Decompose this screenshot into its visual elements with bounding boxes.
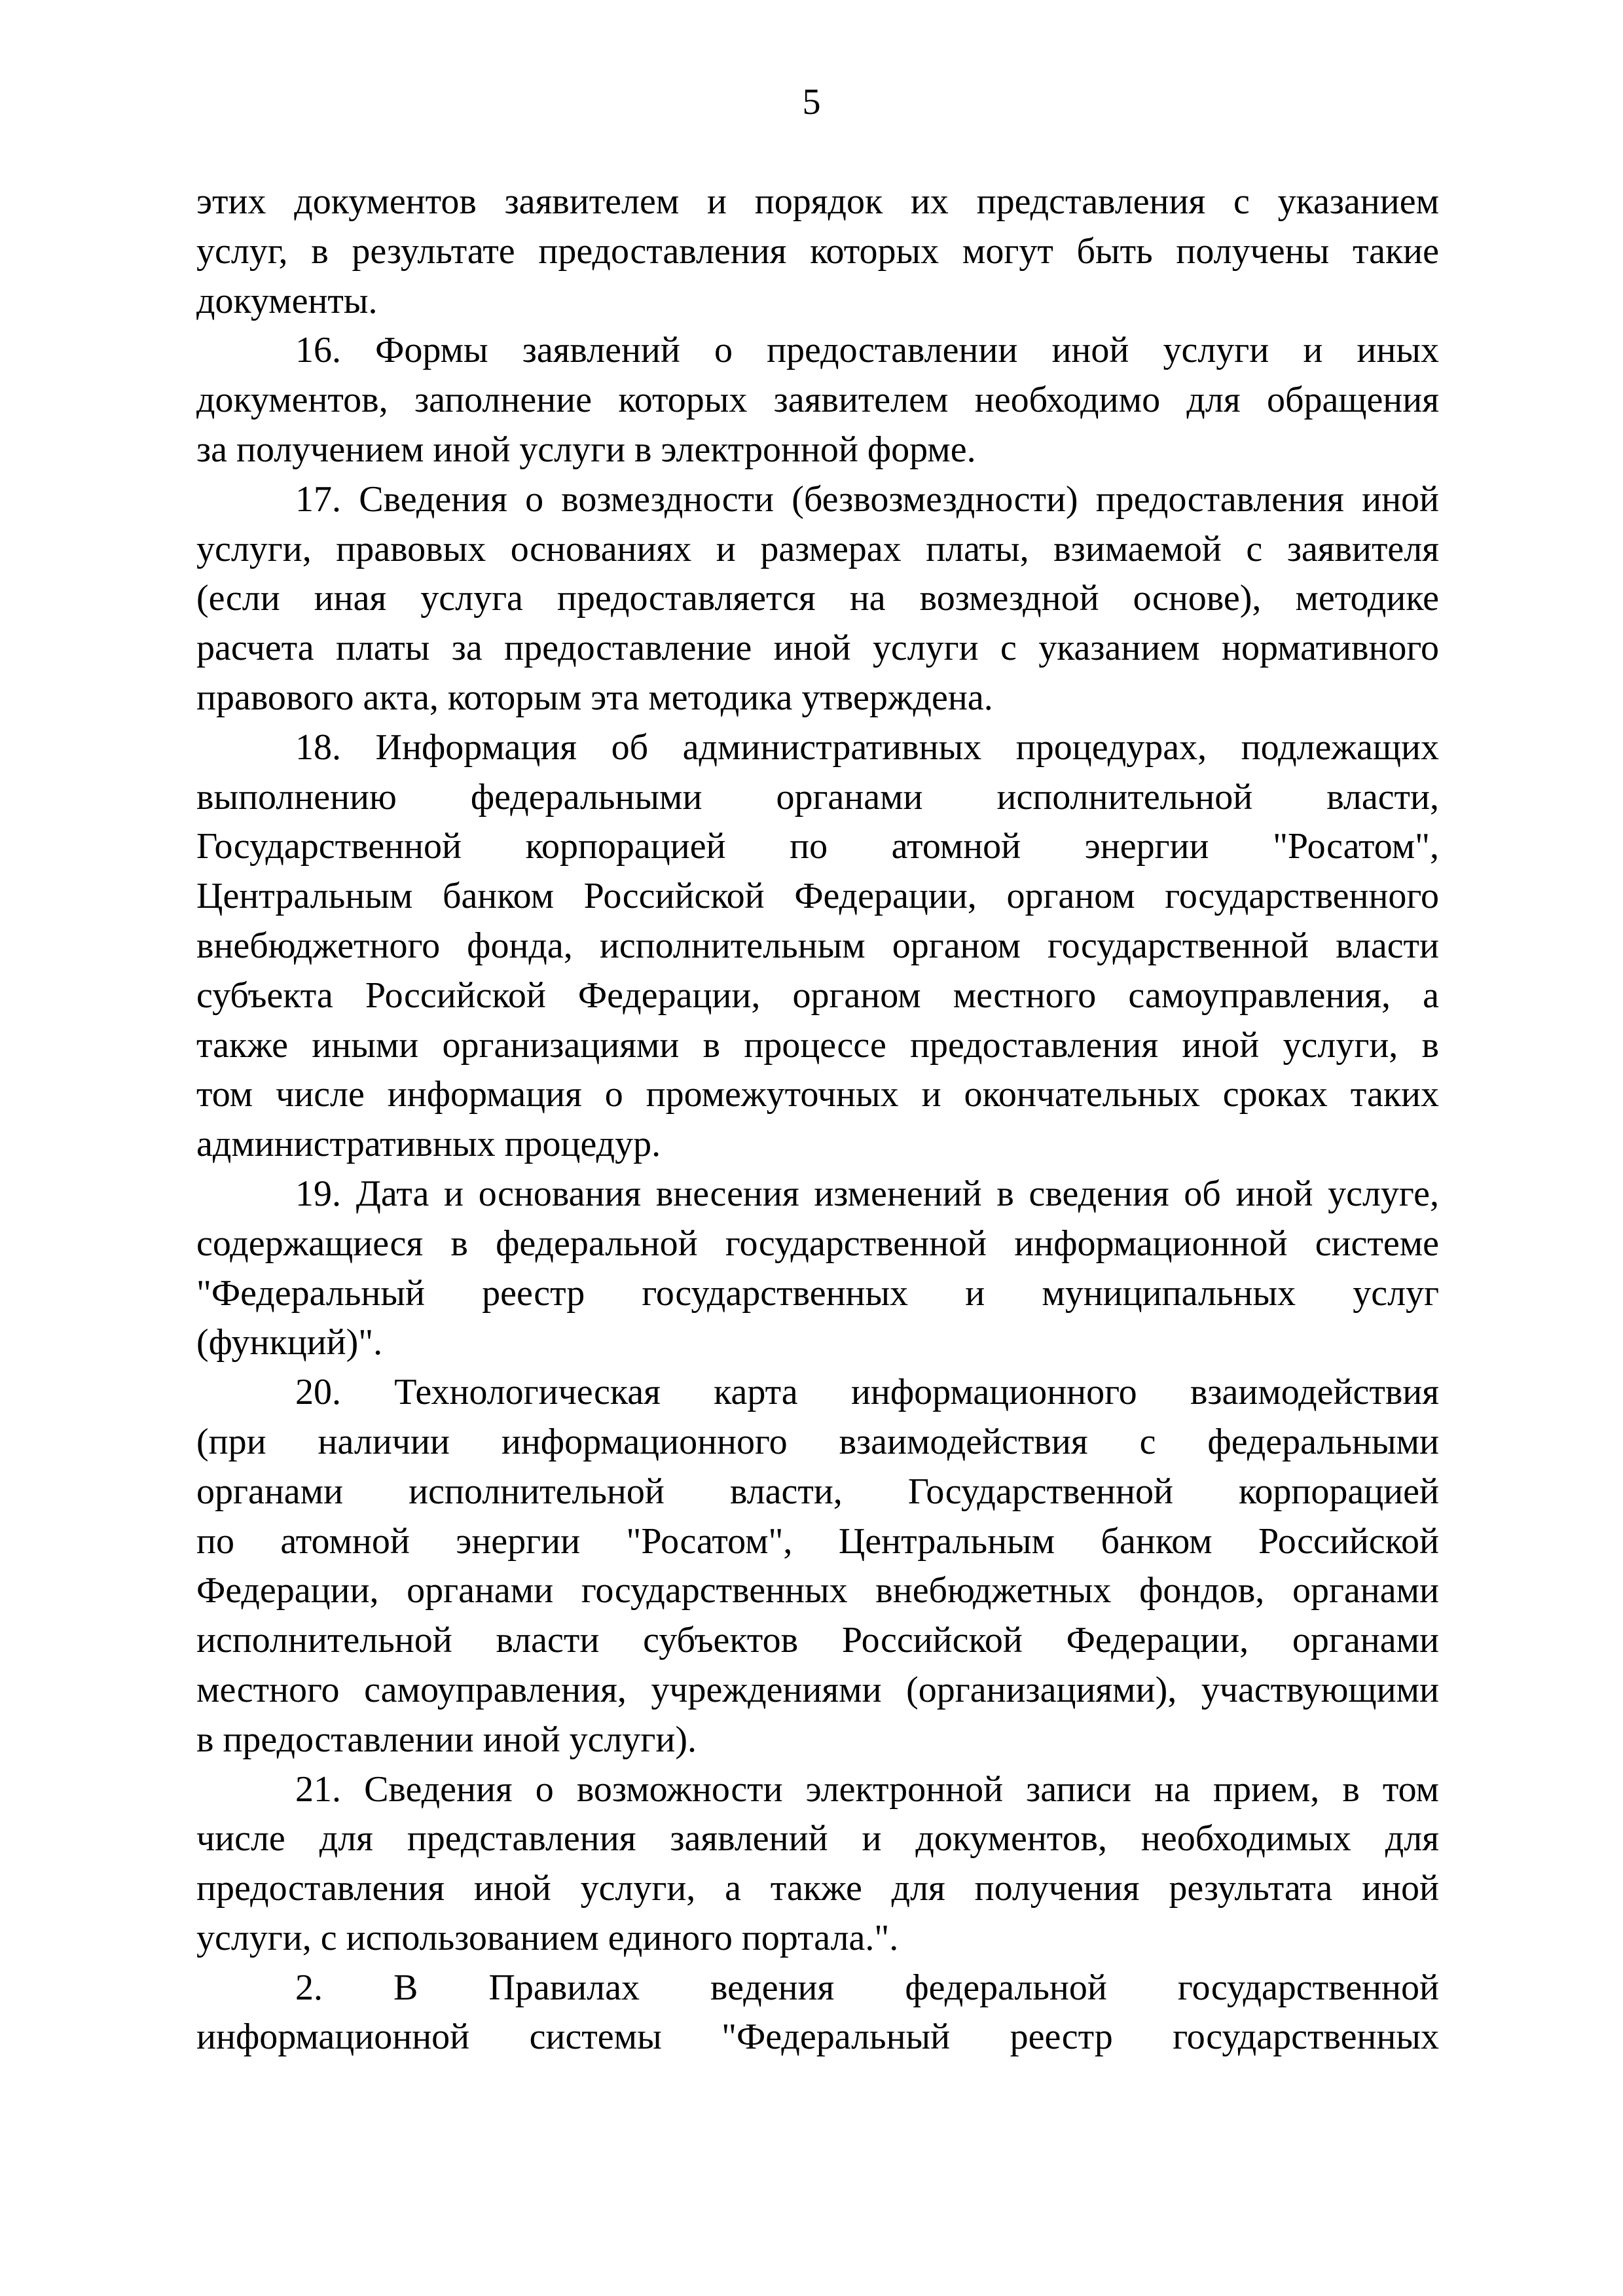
text-line: также иными организациями в процессе предоставления иной услуги, в (196, 1024, 1439, 1066)
text-line: местного самоуправления, учреждениями (организациями), участвующими (196, 1669, 1439, 1710)
text-line: документов, заполнение которых заявителем необходимо для обращения (196, 380, 1439, 421)
text-line: информационной системы "Федеральный реестр государственных (196, 2017, 1439, 2058)
text-line: административных процедур. (196, 1124, 661, 1165)
text-line: в предоставлении иной услуги). (196, 1719, 697, 1760)
text-line: 16. Формы заявлений о предоставлении иной услуги и иных (295, 330, 1439, 371)
text-line: предоставления иной услуги, а также для получения результата иной (196, 1868, 1439, 1909)
text-line: органами исполнительной власти, Государственной корпорацией (196, 1471, 1439, 1512)
text-line: "Федеральный реестр государственных и муниципальных услуг (196, 1272, 1439, 1314)
text-line: (если иная услуга предоставляется на возмездной основе), методике (196, 578, 1439, 619)
text-line: (при наличии информационного взаимодействия с федеральными (196, 1421, 1439, 1462)
text-line: по атомной энергии "Росатом", Центральным банком Российской (196, 1520, 1439, 1562)
text-line: услуг, в результате предоставления которых могут быть получены такие (196, 230, 1439, 272)
text-line: Федерации, органами государственных внебюджетных фондов, органами (196, 1570, 1439, 1611)
text-line: Центральным банком Российской Федерации, органом государственного (196, 876, 1439, 917)
text-line: 20. Технологическая карта информационного взаимодействия (295, 1372, 1439, 1413)
paragraph (196, 475, 1439, 723)
paragraph (196, 1964, 1439, 2063)
text-line: 2. В Правилах ведения федеральной государственной (295, 1967, 1439, 2008)
text-line: числе для представления заявлений и документов, необходимых для (196, 1818, 1439, 1859)
text-line: (функций)". (196, 1322, 383, 1363)
paragraph (196, 1170, 1439, 1368)
text-line: выполнению федеральными органами исполнительной власти, (196, 776, 1439, 817)
text-line: внебюджетного фонда, исполнительным органом государственной власти (196, 925, 1439, 966)
paragraph (196, 1765, 1439, 1964)
text-line: Государственной корпорацией по атомной энергии "Росатом", (196, 826, 1439, 867)
text-line: содержащиеся в федеральной государственной информационной системе (196, 1223, 1439, 1264)
paragraph (196, 326, 1439, 475)
text-line: услуги, правовых основаниях и размерах платы, взимаемой с заявителя (196, 528, 1439, 569)
paragraph (196, 177, 1439, 326)
paragraph (196, 1368, 1439, 1765)
text-line: субъекта Российской Федерации, органом местного самоуправления, а (196, 975, 1439, 1016)
text-line: услуги, с использованием единого портала.". (196, 1917, 899, 1958)
text-line: этих документов заявителем и порядок их представления с указанием (196, 181, 1439, 222)
text-line: 17. Сведения о возмездности (безвозмездности) предоставления иной (295, 478, 1439, 520)
paragraph (196, 723, 1439, 1170)
text-line: том числе информация о промежуточных и окончательных сроках таких (196, 1074, 1439, 1115)
document-body (196, 177, 1439, 2062)
text-line: за получением иной услуги в электронной форме. (196, 429, 976, 470)
text-line: исполнительной власти субъектов Российской Федерации, органами (196, 1620, 1439, 1661)
text-line: документы. (196, 280, 378, 321)
text-line: расчета платы за предоставление иной услуги с указанием нормативного (196, 628, 1439, 669)
text-line: 19. Дата и основания внесения изменений в сведения об иной услуге, (295, 1173, 1439, 1214)
page-number: 5 (802, 82, 821, 122)
text-line: 18. Информация об административных процедурах, подлежащих (295, 726, 1439, 768)
text-line: 21. Сведения о возможности электронной записи на прием, в том (295, 1768, 1439, 1810)
text-line: правового акта, которым эта методика утверждена. (196, 677, 993, 718)
